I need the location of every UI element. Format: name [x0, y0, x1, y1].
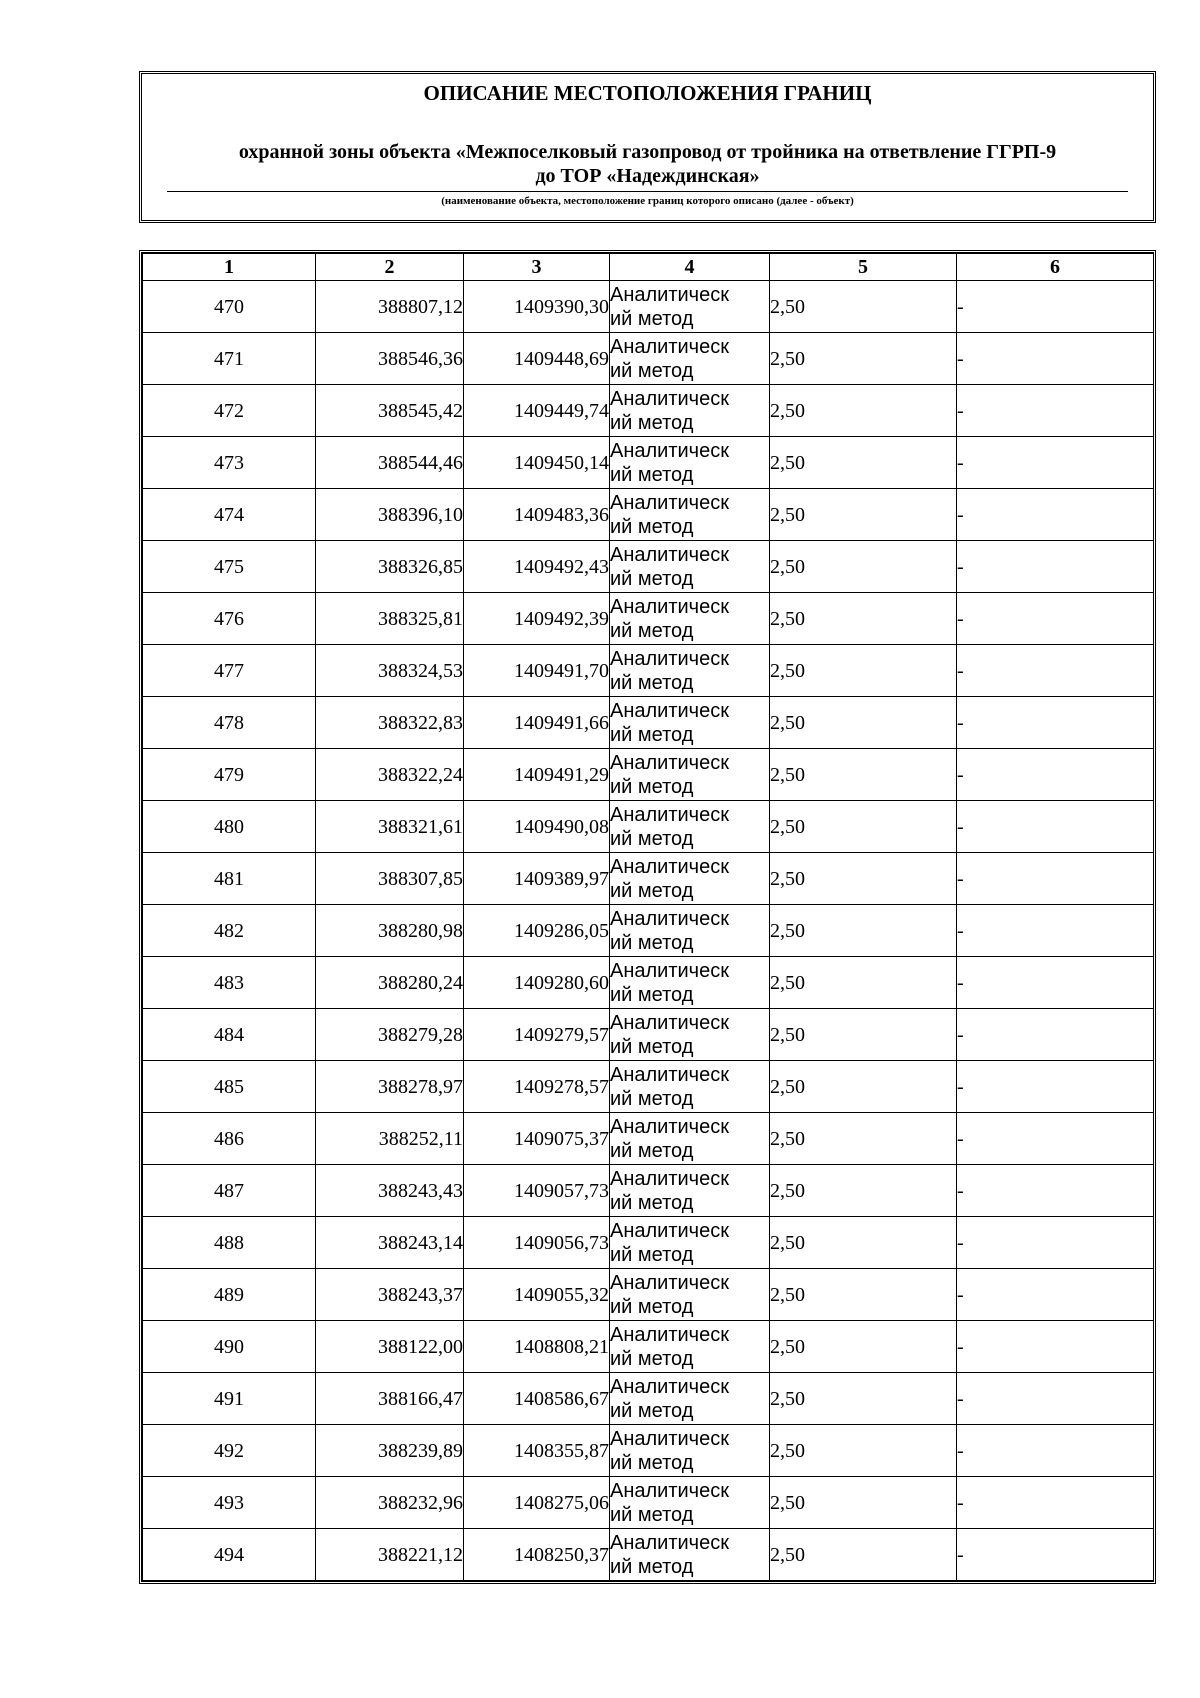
method-cell — [610, 541, 770, 593]
table-row — [143, 749, 1154, 801]
method-line-2: ий метод — [610, 671, 694, 694]
method-line-2: ий метод — [610, 931, 694, 954]
point-number: 486 — [143, 1113, 316, 1165]
accuracy-value: 2,50 — [770, 1321, 957, 1373]
accuracy-value: 2,50 — [770, 281, 957, 333]
method-line-2: ий метод — [610, 879, 694, 902]
method-line-1: Аналитическ — [610, 1375, 729, 1398]
coordinate-x: 388325,81 — [316, 593, 464, 645]
point-number: 479 — [143, 749, 316, 801]
method-line-2: ий метод — [610, 827, 694, 850]
accuracy-value: 2,50 — [770, 1269, 957, 1321]
point-number: 481 — [143, 853, 316, 905]
note-value: - — [957, 437, 1154, 489]
point-number: 482 — [143, 905, 316, 957]
document-title: ОПИСАНИЕ МЕСТОПОЛОЖЕНИЯ ГРАНИЦ — [423, 81, 872, 105]
method-line-1: Аналитическ — [610, 1479, 729, 1502]
coordinate-y: 1409286,05 — [464, 905, 610, 957]
table-row — [143, 333, 1154, 385]
accuracy-value: 2,50 — [770, 1009, 957, 1061]
table-row — [143, 957, 1154, 1009]
coordinate-y: 1409055,32 — [464, 1269, 610, 1321]
point-number: 478 — [143, 697, 316, 749]
method-line-1: Аналитическ — [610, 959, 729, 982]
coordinate-x: 388396,10 — [316, 489, 464, 541]
table-row — [143, 437, 1154, 489]
header-divider — [167, 191, 1128, 192]
note-value: - — [957, 1009, 1154, 1061]
accuracy-value: 2,50 — [770, 1165, 957, 1217]
method-cell — [610, 1529, 770, 1581]
note-value: - — [957, 697, 1154, 749]
point-number: 483 — [143, 957, 316, 1009]
method-line-2: ий метод — [610, 515, 694, 538]
coordinate-y: 1409390,30 — [464, 281, 610, 333]
method-line-2: ий метод — [610, 1399, 694, 1422]
table-row — [143, 1009, 1154, 1061]
point-number: 492 — [143, 1425, 316, 1477]
note-value: - — [957, 1217, 1154, 1269]
point-number: 480 — [143, 801, 316, 853]
note-value: - — [957, 281, 1154, 333]
method-cell — [610, 749, 770, 801]
point-number: 473 — [143, 437, 316, 489]
method-line-1: Аналитическ — [610, 855, 729, 878]
coordinate-y: 1409279,57 — [464, 1009, 610, 1061]
method-line-2: ий метод — [610, 359, 694, 382]
method-cell — [610, 853, 770, 905]
coordinate-y: 1409492,43 — [464, 541, 610, 593]
point-number: 471 — [143, 333, 316, 385]
accuracy-value: 2,50 — [770, 385, 957, 437]
coordinate-x: 388280,98 — [316, 905, 464, 957]
note-value: - — [957, 1529, 1154, 1581]
point-number: 474 — [143, 489, 316, 541]
method-line-1: Аналитическ — [610, 543, 729, 566]
note-value: - — [957, 1373, 1154, 1425]
table-row — [143, 1321, 1154, 1373]
note-value: - — [957, 1113, 1154, 1165]
method-cell — [610, 801, 770, 853]
table-row — [143, 1217, 1154, 1269]
method-line-1: Аналитическ — [610, 595, 729, 618]
coordinate-y: 1409075,37 — [464, 1113, 610, 1165]
method-line-1: Аналитическ — [610, 335, 729, 358]
accuracy-value: 2,50 — [770, 905, 957, 957]
note-value: - — [957, 801, 1154, 853]
note-value: - — [957, 1165, 1154, 1217]
method-cell — [610, 1477, 770, 1529]
method-line-1: Аналитическ — [610, 439, 729, 462]
method-line-1: Аналитическ — [610, 1063, 729, 1086]
point-number: 472 — [143, 385, 316, 437]
note-value: - — [957, 333, 1154, 385]
coordinate-x: 388322,24 — [316, 749, 464, 801]
method-line-2: ий метод — [610, 983, 694, 1006]
column-header-2: 2 — [316, 254, 464, 281]
coordinate-x: 388166,47 — [316, 1373, 464, 1425]
note-value: - — [957, 593, 1154, 645]
coordinate-x: 388546,36 — [316, 333, 464, 385]
method-cell — [610, 1061, 770, 1113]
note-value: - — [957, 853, 1154, 905]
method-line-2: ий метод — [610, 567, 694, 590]
accuracy-value: 2,50 — [770, 1477, 957, 1529]
coordinate-y: 1409491,66 — [464, 697, 610, 749]
method-cell — [610, 1321, 770, 1373]
coordinate-x: 388321,61 — [316, 801, 464, 853]
coordinate-x: 388326,85 — [316, 541, 464, 593]
coordinate-y: 1409280,60 — [464, 957, 610, 1009]
coordinate-x: 388239,89 — [316, 1425, 464, 1477]
table-row — [143, 281, 1154, 333]
table-row — [143, 1269, 1154, 1321]
table-row — [143, 1061, 1154, 1113]
accuracy-value: 2,50 — [770, 541, 957, 593]
coordinate-x: 388322,83 — [316, 697, 464, 749]
note-value: - — [957, 645, 1154, 697]
table-row — [143, 801, 1154, 853]
method-cell — [610, 333, 770, 385]
note-value: - — [957, 1477, 1154, 1529]
point-number: 491 — [143, 1373, 316, 1425]
method-line-1: Аналитическ — [610, 1271, 729, 1294]
method-line-1: Аналитическ — [610, 387, 729, 410]
method-line-2: ий метод — [610, 1139, 694, 1162]
method-cell — [610, 1165, 770, 1217]
accuracy-value: 2,50 — [770, 333, 957, 385]
coordinate-x: 388243,43 — [316, 1165, 464, 1217]
coordinate-x: 388243,14 — [316, 1217, 464, 1269]
method-line-2: ий метод — [610, 619, 694, 642]
note-value: - — [957, 749, 1154, 801]
coordinates-table — [142, 253, 1154, 1581]
accuracy-value: 2,50 — [770, 593, 957, 645]
method-cell — [610, 645, 770, 697]
note-value: - — [957, 1425, 1154, 1477]
method-line-2: ий метод — [610, 463, 694, 486]
table-row — [143, 385, 1154, 437]
object-name-line-2: до ТОР «Надеждинская» — [535, 165, 760, 187]
accuracy-value: 2,50 — [770, 1061, 957, 1113]
method-cell — [610, 957, 770, 1009]
method-line-2: ий метод — [610, 1503, 694, 1526]
method-cell — [610, 281, 770, 333]
table-row — [143, 905, 1154, 957]
accuracy-value: 2,50 — [770, 957, 957, 1009]
table-row — [143, 593, 1154, 645]
accuracy-value: 2,50 — [770, 645, 957, 697]
accuracy-value: 2,50 — [770, 749, 957, 801]
table-body — [143, 281, 1154, 1581]
coordinate-y: 1408808,21 — [464, 1321, 610, 1373]
point-number: 493 — [143, 1477, 316, 1529]
method-line-2: ий метод — [610, 1243, 694, 1266]
accuracy-value: 2,50 — [770, 697, 957, 749]
method-line-2: ий метод — [610, 775, 694, 798]
method-line-2: ий метод — [610, 1035, 694, 1058]
method-line-1: Аналитическ — [610, 1427, 729, 1450]
coordinate-x: 388221,12 — [316, 1529, 464, 1581]
point-number: 476 — [143, 593, 316, 645]
coordinate-y: 1409490,08 — [464, 801, 610, 853]
table-row — [143, 853, 1154, 905]
method-line-2: ий метод — [610, 1191, 694, 1214]
table-row — [143, 697, 1154, 749]
column-header-4: 4 — [610, 254, 770, 281]
method-line-1: Аналитическ — [610, 283, 729, 306]
table-header-row — [143, 254, 1154, 281]
accuracy-value: 2,50 — [770, 801, 957, 853]
coordinate-y: 1409278,57 — [464, 1061, 610, 1113]
method-cell — [610, 1373, 770, 1425]
method-line-1: Аналитическ — [610, 1219, 729, 1242]
column-header-5: 5 — [770, 254, 957, 281]
method-cell — [610, 437, 770, 489]
method-line-2: ий метод — [610, 1555, 694, 1578]
method-cell — [610, 1269, 770, 1321]
coordinate-y: 1409483,36 — [464, 489, 610, 541]
note-value: - — [957, 1321, 1154, 1373]
coordinates-table-frame — [139, 250, 1156, 1584]
method-cell — [610, 1425, 770, 1477]
accuracy-value: 2,50 — [770, 1217, 957, 1269]
coordinate-x: 388544,46 — [316, 437, 464, 489]
note-value: - — [957, 1269, 1154, 1321]
method-cell — [610, 593, 770, 645]
coordinate-y: 1408275,06 — [464, 1477, 610, 1529]
point-number: 494 — [143, 1529, 316, 1581]
point-number: 485 — [143, 1061, 316, 1113]
method-cell — [610, 697, 770, 749]
table-row — [143, 489, 1154, 541]
method-line-2: ий метод — [610, 307, 694, 330]
method-line-1: Аналитическ — [610, 803, 729, 826]
method-line-1: Аналитическ — [610, 907, 729, 930]
point-number: 475 — [143, 541, 316, 593]
coordinate-y: 1409491,70 — [464, 645, 610, 697]
method-line-2: ий метод — [610, 411, 694, 434]
table-row — [143, 1425, 1154, 1477]
object-name — [142, 140, 1153, 188]
table-row — [143, 541, 1154, 593]
coordinate-x: 388243,37 — [316, 1269, 464, 1321]
document-header — [139, 71, 1156, 223]
method-line-2: ий метод — [610, 723, 694, 746]
point-number: 490 — [143, 1321, 316, 1373]
column-header-1: 1 — [143, 254, 316, 281]
coordinate-y: 1409056,73 — [464, 1217, 610, 1269]
coordinate-x: 388252,11 — [316, 1113, 464, 1165]
point-number: 484 — [143, 1009, 316, 1061]
table-row — [143, 1529, 1154, 1581]
point-number: 477 — [143, 645, 316, 697]
method-line-1: Аналитическ — [610, 1323, 729, 1346]
coordinate-y: 1409448,69 — [464, 333, 610, 385]
accuracy-value: 2,50 — [770, 853, 957, 905]
note-value: - — [957, 489, 1154, 541]
method-line-2: ий метод — [610, 1451, 694, 1474]
coordinate-y: 1409449,74 — [464, 385, 610, 437]
column-header-3: 3 — [464, 254, 610, 281]
method-line-2: ий метод — [610, 1347, 694, 1370]
coordinate-x: 388545,42 — [316, 385, 464, 437]
coordinate-y: 1408250,37 — [464, 1529, 610, 1581]
accuracy-value: 2,50 — [770, 1373, 957, 1425]
table-row — [143, 1477, 1154, 1529]
note-value: - — [957, 957, 1154, 1009]
coordinate-y: 1409492,39 — [464, 593, 610, 645]
accuracy-value: 2,50 — [770, 489, 957, 541]
method-line-2: ий метод — [610, 1087, 694, 1110]
table-row — [143, 645, 1154, 697]
note-value: - — [957, 1061, 1154, 1113]
coordinate-x: 388278,97 — [316, 1061, 464, 1113]
coordinate-y: 1409450,14 — [464, 437, 610, 489]
coordinate-x: 388324,53 — [316, 645, 464, 697]
method-line-1: Аналитическ — [610, 647, 729, 670]
coordinate-x: 388280,24 — [316, 957, 464, 1009]
table-row — [143, 1113, 1154, 1165]
accuracy-value: 2,50 — [770, 1425, 957, 1477]
coordinate-x: 388807,12 — [316, 281, 464, 333]
point-number: 488 — [143, 1217, 316, 1269]
coordinate-x: 388279,28 — [316, 1009, 464, 1061]
method-cell — [610, 1113, 770, 1165]
accuracy-value: 2,50 — [770, 1529, 957, 1581]
method-line-1: Аналитическ — [610, 1115, 729, 1138]
method-cell — [610, 489, 770, 541]
coordinate-y: 1409389,97 — [464, 853, 610, 905]
method-line-1: Аналитическ — [610, 751, 729, 774]
note-value: - — [957, 905, 1154, 957]
method-cell — [610, 1217, 770, 1269]
point-number: 487 — [143, 1165, 316, 1217]
coordinate-y: 1409491,29 — [464, 749, 610, 801]
accuracy-value: 2,50 — [770, 437, 957, 489]
method-cell — [610, 385, 770, 437]
coordinate-y: 1409057,73 — [464, 1165, 610, 1217]
accuracy-value: 2,50 — [770, 1113, 957, 1165]
method-line-1: Аналитическ — [610, 1167, 729, 1190]
method-cell — [610, 905, 770, 957]
method-cell — [610, 1009, 770, 1061]
method-line-1: Аналитическ — [610, 1531, 729, 1554]
coordinate-x: 388232,96 — [316, 1477, 464, 1529]
table-row — [143, 1165, 1154, 1217]
point-number: 489 — [143, 1269, 316, 1321]
method-line-2: ий метод — [610, 1295, 694, 1318]
coordinate-x: 388122,00 — [316, 1321, 464, 1373]
coordinate-x: 388307,85 — [316, 853, 464, 905]
coordinate-y: 1408586,67 — [464, 1373, 610, 1425]
method-line-1: Аналитическ — [610, 491, 729, 514]
method-line-1: Аналитическ — [610, 1011, 729, 1034]
column-header-6: 6 — [957, 254, 1154, 281]
note-value: - — [957, 541, 1154, 593]
coordinate-y: 1408355,87 — [464, 1425, 610, 1477]
note-value: - — [957, 385, 1154, 437]
method-line-1: Аналитическ — [610, 699, 729, 722]
object-name-line-1: охранной зоны объекта «Межпоселковый газопровод от тройника на ответвление ГГРП-9 — [238, 141, 1057, 163]
object-name-caption: (наименование объекта, местоположение границ которого описано (далее - объект) — [441, 195, 854, 207]
point-number: 470 — [143, 281, 316, 333]
table-row — [143, 1373, 1154, 1425]
